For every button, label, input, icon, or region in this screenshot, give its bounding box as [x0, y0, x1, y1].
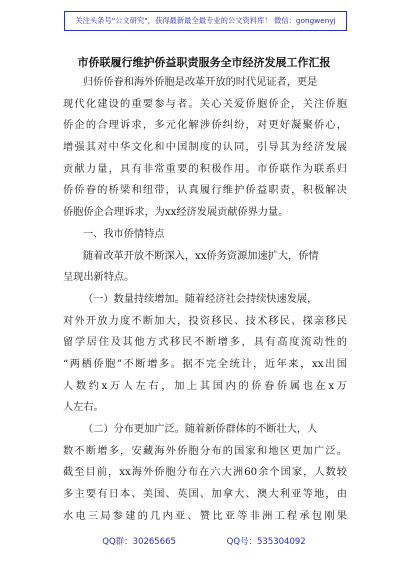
body-line: 侨企的合理诉求，多元化解涉侨纠纷，对更好凝聚侨心，	[63, 120, 347, 132]
document-body	[63, 72, 347, 527]
body-line: 侨胞侨企合理诉求，为xx经济发展贡献侨界力量。	[63, 207, 289, 219]
body-line: 增强其对中华文化和中国制度的认同，引导其为经济发展	[63, 142, 347, 154]
footer-qq-number: QQ号：535304092	[226, 537, 306, 547]
body-line: 随着改革开放不断深入，xx侨务资源加速扩大，侨情	[83, 250, 319, 262]
header-banner-text: 关注头条号"公文研究"，获得最新最全最专业的公文资料库！ 微信：gongwenyj	[75, 16, 336, 25]
body-line: 呈现出新特点。	[63, 272, 135, 284]
body-line: 侨侨眷的桥梁和纽带，认真履行维护侨益职责，积极解决	[63, 185, 347, 197]
subsection-heading: （一）数量持续增加。随着经济社会持续快速发展，	[83, 293, 318, 305]
body-line: 留学居住及其他方式移民不断增多，具有高度流动性的	[63, 337, 347, 349]
body-line: 归侨侨眷和海外侨胞是改革开放的时代见证者，更是	[83, 77, 318, 88]
body-line: 贡献力量，具有非常重要的积极作用。市侨联作为联系归	[63, 163, 347, 175]
document-title: 市侨联履行维护侨益职责服务全市经济发展工作汇报	[77, 56, 331, 69]
body-line: 多主要有日本、美国、英国、加拿大、澳大利亚等地，由	[63, 489, 347, 501]
header-banner	[64, 11, 347, 31]
footer-contact	[0, 535, 408, 547]
body-line: 数不断增多，安藏海外侨胞分布的国家和地区更加广泛。	[63, 445, 347, 457]
subsection-heading: （二）分布更加广泛。随着新侨群体的不断壮大，人	[83, 424, 318, 435]
body-line: “两栖侨胞”不断增多。据不完全统计，近年来，xx出国	[63, 358, 347, 370]
body-line: 水电三局参建的几内亚、赞比亚等非洲工程承包刚果	[63, 510, 347, 522]
body-line: 现代化建设的重要参与者。关心关爱侨胞侨企，关注侨胞	[63, 98, 347, 110]
body-line: 人数约x万人左右，加上其国内的侨眷侨属也在x万	[63, 380, 347, 392]
body-line: 截至目前，xx海外侨胞分布在六大洲60余个国家，人数较	[63, 467, 347, 479]
body-line: 对外开放力度不断加大，投资移民、技术移民、探亲移民	[63, 315, 347, 327]
footer-qq-group: QQ群：30265665	[102, 537, 176, 547]
body-line: 人左右。	[63, 402, 104, 414]
section-heading: 一、我市侨情特点	[83, 228, 165, 240]
